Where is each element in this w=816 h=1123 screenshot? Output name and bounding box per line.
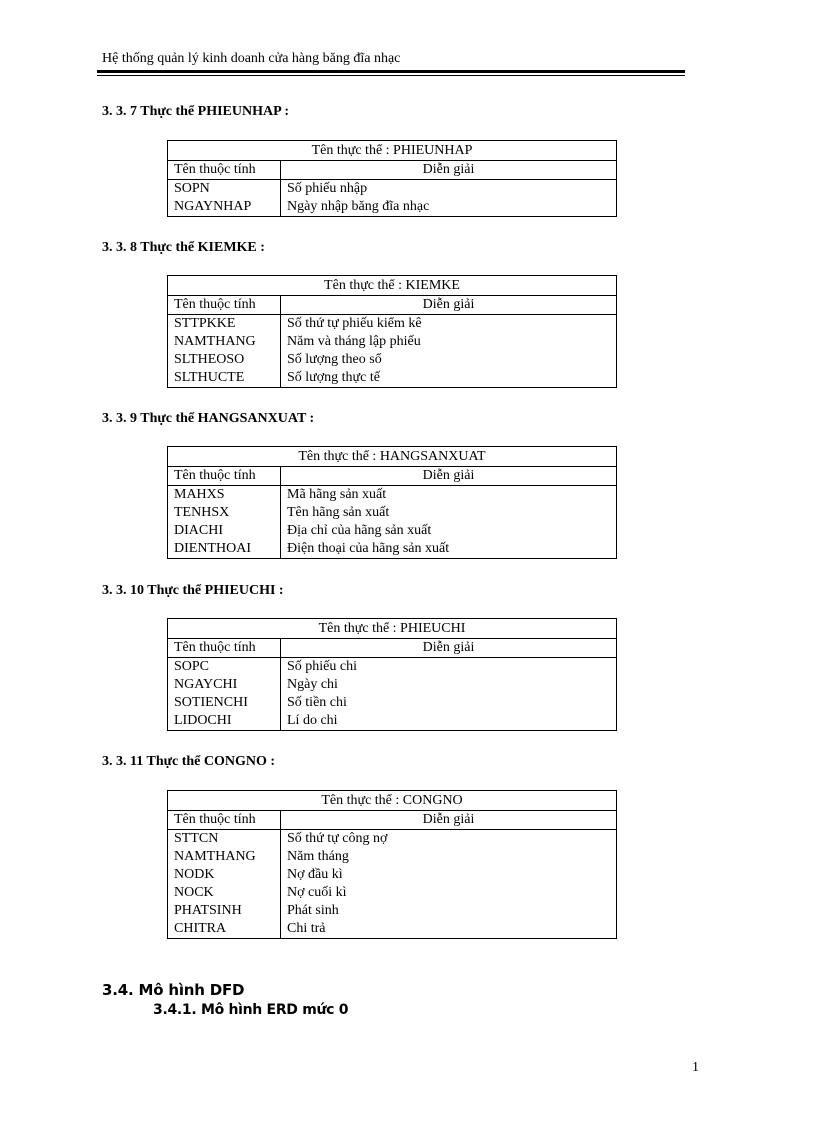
table-title: Tên thực thể : PHIEUNHAP [168, 141, 617, 161]
attr-cell: NODK [168, 866, 281, 884]
attr-cell: NGAYCHI [168, 676, 281, 694]
attr-cell: LIDOCHI [168, 712, 281, 731]
attr-cell: SOPN [168, 180, 281, 199]
table-title: Tên thực thể : KIEMKE [168, 276, 617, 296]
col-header-description: Diễn giải [281, 296, 617, 315]
col-header-attribute: Tên thuộc tính [168, 161, 281, 180]
desc-cell: Nợ đầu kì [281, 866, 617, 884]
col-header-attribute: Tên thuộc tính [168, 811, 281, 830]
entity-table-phieunhap [167, 140, 617, 217]
desc-cell: Năm và tháng lập phiếu [281, 333, 617, 351]
col-header-description: Diễn giải [281, 811, 617, 830]
attr-cell: TENHSX [168, 504, 281, 522]
attr-cell: NAMTHANG [168, 333, 281, 351]
header-rule-thick [97, 70, 685, 73]
heading-dfd-model: 3.4. Mô hình DFD [102, 981, 245, 999]
attr-cell: SLTHUCTE [168, 369, 281, 388]
desc-cell: Phát sinh [281, 902, 617, 920]
attr-cell: SOTIENCHI [168, 694, 281, 712]
header-rule-thin [97, 75, 685, 76]
col-header-attribute: Tên thuộc tính [168, 639, 281, 658]
entity-table-congno [167, 790, 617, 939]
attr-cell: DIACHI [168, 522, 281, 540]
col-header-description: Diễn giải [281, 639, 617, 658]
attr-cell: PHATSINH [168, 902, 281, 920]
col-header-attribute: Tên thuộc tính [168, 467, 281, 486]
attr-cell: STTPKKE [168, 315, 281, 334]
desc-cell: Ngày nhập băng đĩa nhạc [281, 198, 617, 217]
attr-cell: STTCN [168, 830, 281, 849]
desc-cell: Mã hãng sản xuất [281, 486, 617, 505]
desc-cell: Lí do chi [281, 712, 617, 731]
entity-table-hangsanxuat [167, 446, 617, 559]
desc-cell: Tên hãng sản xuất [281, 504, 617, 522]
desc-cell: Năm tháng [281, 848, 617, 866]
col-header-description: Diễn giải [281, 467, 617, 486]
desc-cell: Nợ cuối kì [281, 884, 617, 902]
attr-cell: NGAYNHAP [168, 198, 281, 217]
table-title: Tên thực thể : PHIEUCHI [168, 619, 617, 639]
attr-cell: DIENTHOAI [168, 540, 281, 559]
attr-cell: NOCK [168, 884, 281, 902]
desc-cell: Số tiền chi [281, 694, 617, 712]
table-title: Tên thực thể : CONGNO [168, 791, 617, 811]
page-number: 1 [692, 1060, 699, 1075]
desc-cell: Số phiếu chi [281, 658, 617, 677]
heading-congno: 3. 3. 11 Thực thể CONGNO : [102, 754, 276, 769]
desc-cell: Địa chỉ của hãng sản xuất [281, 522, 617, 540]
entity-table-kiemke [167, 275, 617, 388]
entity-table-phieuchi [167, 618, 617, 731]
desc-cell: Ngày chi [281, 676, 617, 694]
heading-phieunhap: 3. 3. 7 Thực thể PHIEUNHAP : [102, 104, 290, 119]
heading-erd-level-0: 3.4.1. Mô hình ERD mức 0 [153, 1002, 349, 1018]
desc-cell: Số thứ tự phiếu kiểm kê [281, 315, 617, 334]
heading-kiemke: 3. 3. 8 Thực thể KIEMKE : [102, 240, 265, 255]
heading-hangsanxuat: 3. 3. 9 Thực thể HANGSANXUAT : [102, 411, 315, 426]
attr-cell: NAMTHANG [168, 848, 281, 866]
attr-cell: CHITRA [168, 920, 281, 939]
desc-cell: Số lượng thực tế [281, 369, 617, 388]
table-title: Tên thực thể : HANGSANXUAT [168, 447, 617, 467]
attr-cell: SOPC [168, 658, 281, 677]
desc-cell: Số phiếu nhập [281, 180, 617, 199]
desc-cell: Số thứ tự công nợ [281, 830, 617, 849]
desc-cell: Điện thoại của hãng sản xuất [281, 540, 617, 559]
desc-cell: Chi trả [281, 920, 617, 939]
attr-cell: MAHXS [168, 486, 281, 505]
running-header: Hệ thống quản lý kinh doanh cửa hàng băng đĩa nhạc [102, 51, 401, 66]
heading-phieuchi: 3. 3. 10 Thực thể PHIEUCHI : [102, 583, 284, 598]
desc-cell: Số lượng theo sổ [281, 351, 617, 369]
attr-cell: SLTHEOSO [168, 351, 281, 369]
col-header-attribute: Tên thuộc tính [168, 296, 281, 315]
col-header-description: Diễn giải [281, 161, 617, 180]
